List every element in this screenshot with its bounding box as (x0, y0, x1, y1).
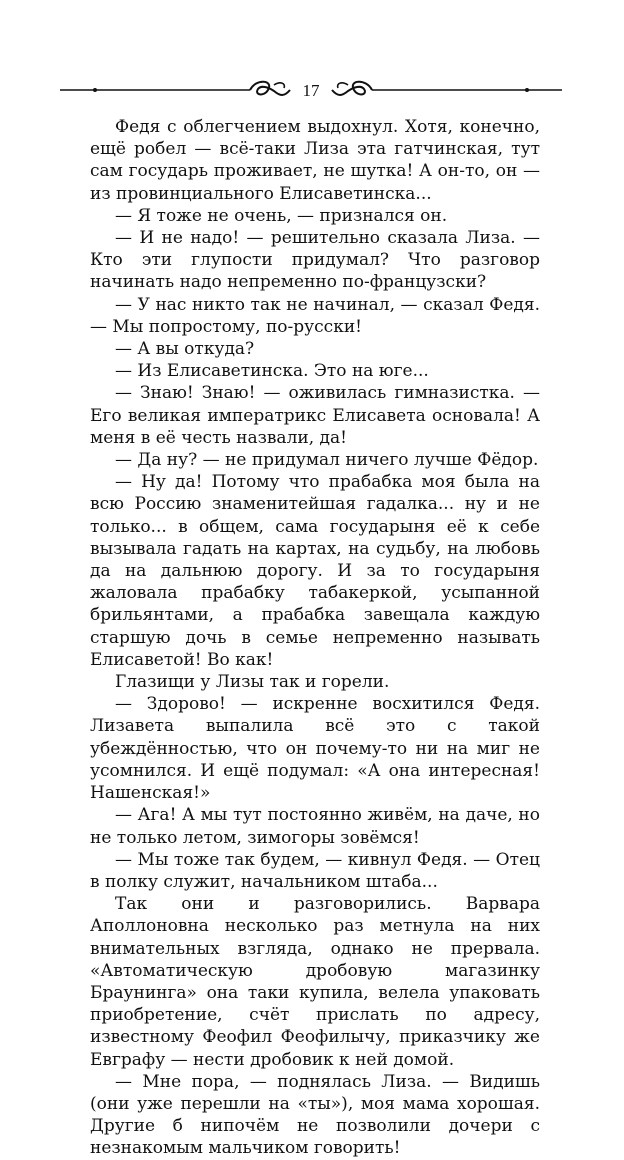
paragraph: — А вы откуда? (115, 339, 255, 360)
paragraph: — Ага! А мы тут постоянно живём, на даче, но не только летом, зимогоры зовёмся! (90, 805, 540, 848)
paragraph: — Знаю! Знаю! — оживилась гимназистка. — Его великая императрикс Елисавета основала! А меня в её честь назвали, да! (90, 383, 540, 448)
paragraph: — У нас никто так не начинал, — сказал Федя. — Мы попростому, по-русски! (90, 294, 540, 337)
paragraph: — Из Елисаветинска. Это на юге... (115, 361, 429, 382)
paragraph: — Я тоже не очень, — признался он. (115, 205, 448, 226)
paragraph: — Да ну? — не придумал ничего лучше Фёдор. (115, 450, 539, 471)
page-number: 17 (302, 81, 320, 100)
paragraph: — Мне пора, — поднялась Лиза. — Видишь (они уже перешли на «ты»), моя мама хорошая. Другие б нипочём не позволили дочери с незнакомым мальчиком говорить! (90, 1071, 540, 1159)
paragraph: — Здорово! — искренне восхитился Федя. Лизавета выпалила всё это с такой убеждённостью, что он почему-то ни на миг не усомнился. И ещё подумал: «А она интересная! Нашенская!» (90, 694, 540, 804)
paragraph: — Мы тоже так будем, — кивнул Федя. — Отец в полку служит, начальником штаба... (90, 849, 540, 892)
paragraph: Так они и разговорились. Варвара Аполлоновна несколько раз метнула на них внимательных взгляда, однако не прервала. «Автоматическую дробовую магазинку Браунинга» она таки купила, велела упаковать приобретение, счёт прислать по адресу, известному Феофил Феофилычу, приказчику же Евграфу — нести дробовик к ней домой. (90, 894, 540, 1070)
paragraph: — Ну да! Потому что прабабка моя была на всю Россию знаменитейшая гадалка... ну и не только... в общем, сама государыня её к себе вызывала гадать на картах, на судьбу, на любовь да на дальнюю дорогу. И за то государыня жаловала прабабку табакеркой, усыпанной брильянтами, а прабабка завещала каждую старшую дочь в семье непременно называть Елисаветой! Во как! (90, 472, 540, 670)
paragraph: — И не надо! — решительно сказала Лиза. — Кто эти глупости придумал? Что разговор начинать надо непременно по-французски? (90, 228, 540, 293)
body-text (90, 116, 540, 1160)
page-header (60, 74, 562, 106)
paragraph: Федя с облегчением выдохнул. Хотя, конечно, ещё робел — всё-таки Лиза эта гатчинская, тут сам государь проживает, не шутка! А он-то, он — из провинциального Елисаветинска... (90, 117, 540, 204)
paragraph: Глазищи у Лизы так и горели. (115, 672, 390, 693)
